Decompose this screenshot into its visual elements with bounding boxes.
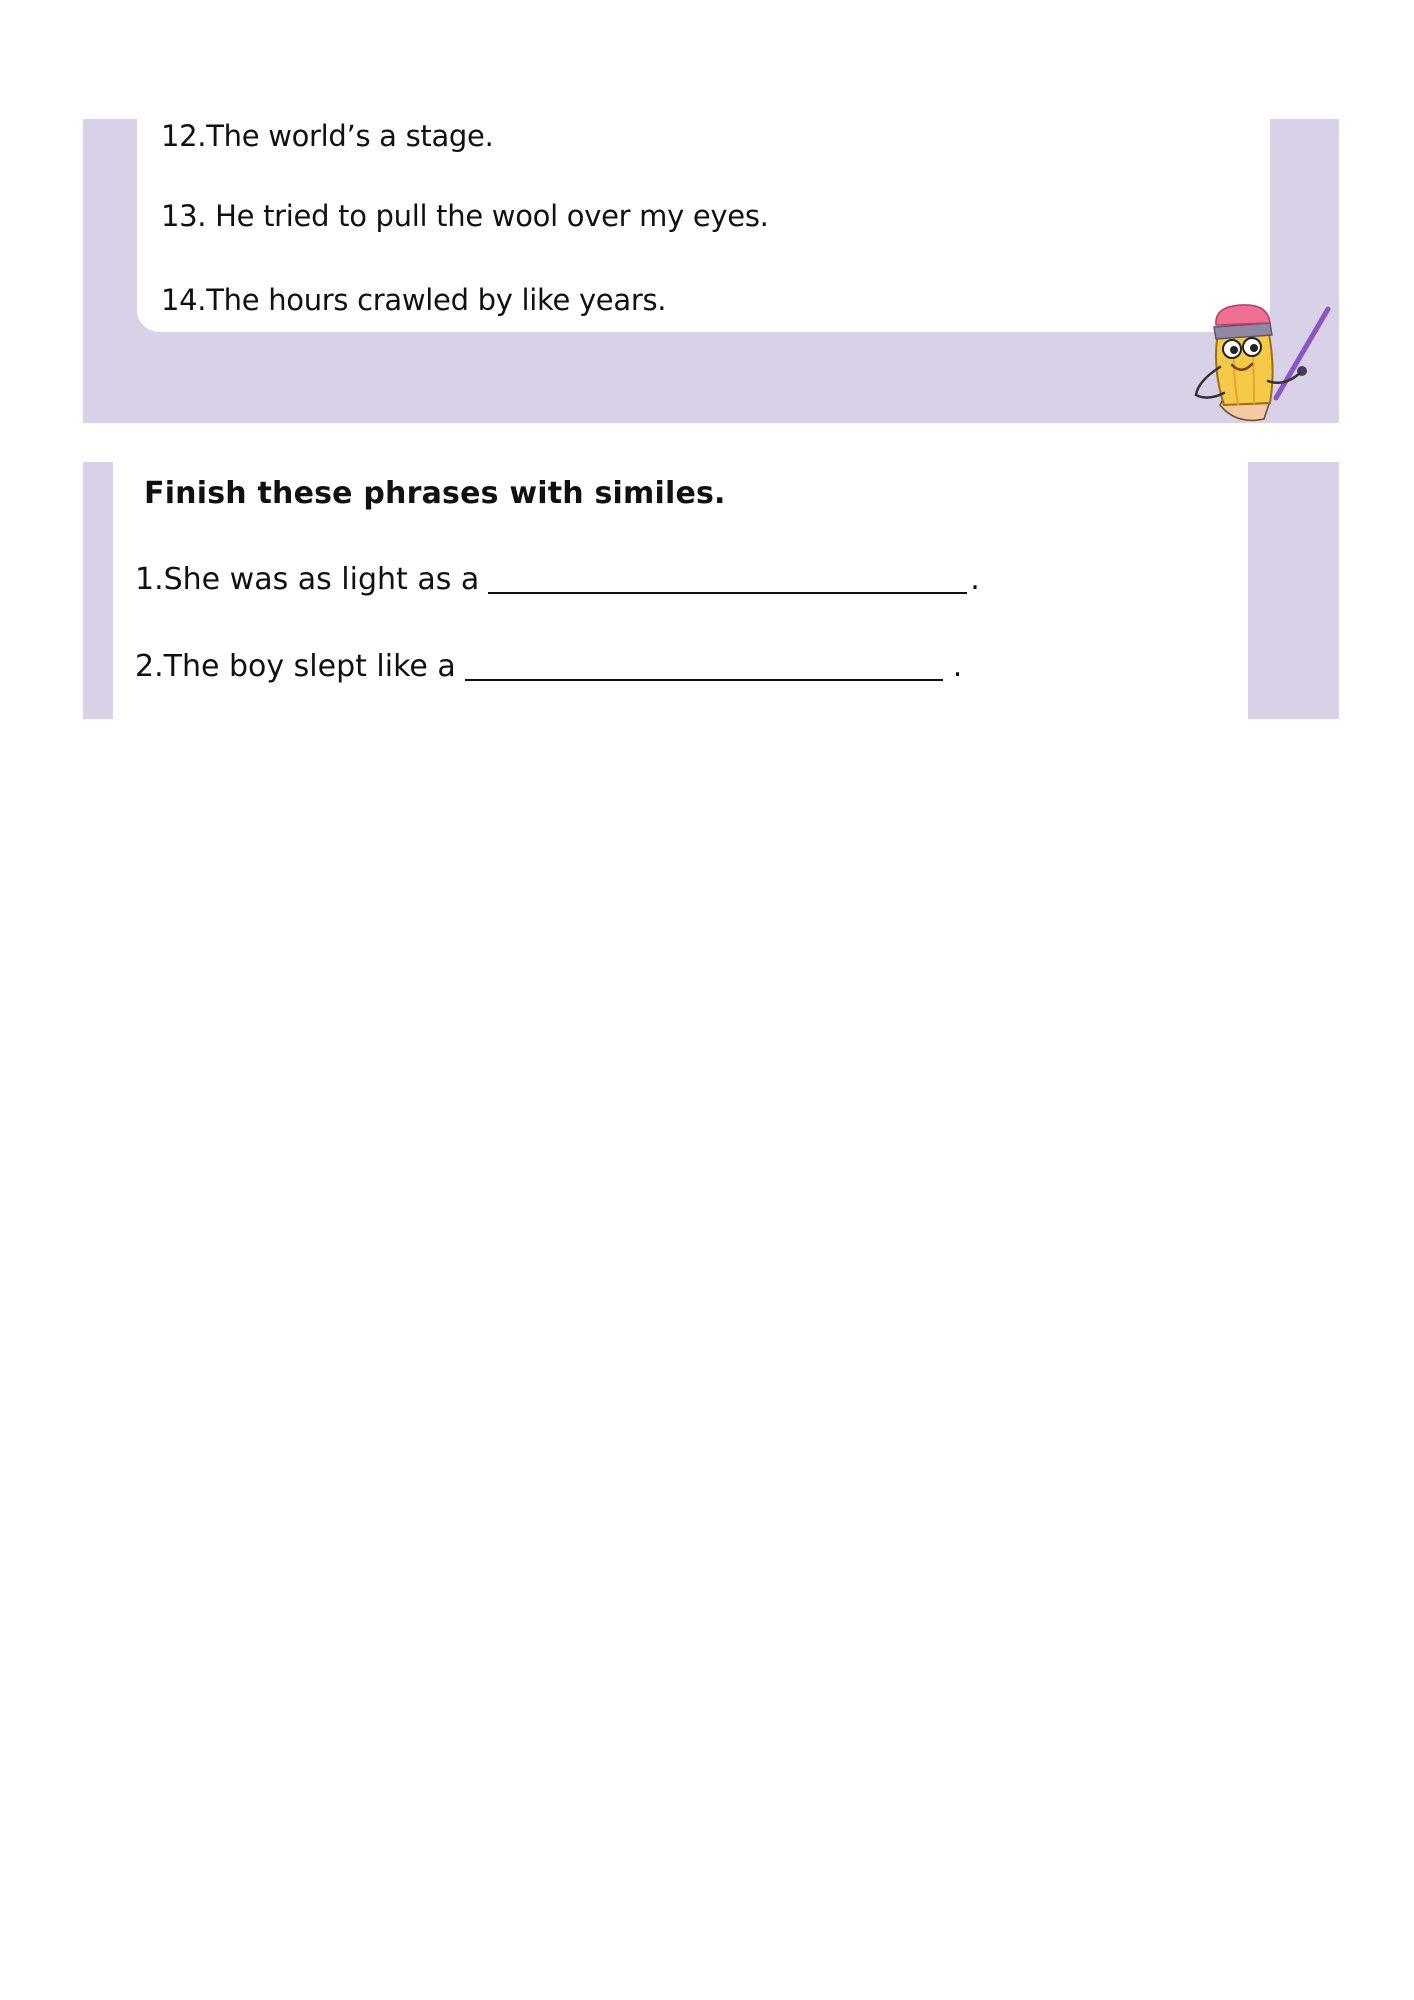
list-item [161,283,666,317]
question-prompt: The boy slept like a [163,649,456,684]
item-text: The hours crawled by like years. [206,283,667,317]
question-number: 1. [135,562,164,597]
pencil-mascot-with-pointer-icon [1184,297,1334,427]
question-end: . [970,562,980,597]
section-title: Finish these phrases with similes. [144,476,726,511]
fill-in-question [135,649,962,685]
top-section-frame [83,119,1339,423]
answer-blank[interactable] [488,564,967,594]
similes-section-card [113,462,1248,719]
question-number: 2. [135,649,164,684]
question-prompt: She was as light as a [163,562,480,597]
question-end: . [952,649,963,684]
similes-section-frame [83,462,1339,719]
item-number: 14. [161,283,207,317]
list-item [161,119,494,153]
item-text: He tried to pull the wool over my eyes. [215,199,769,233]
list-item [161,199,769,233]
top-section-card [137,119,1270,332]
item-number: 13. [161,199,216,233]
item-number: 12. [161,119,207,153]
fill-in-question [135,562,980,598]
answer-blank[interactable] [465,651,943,681]
item-text: The world’s a stage. [206,119,494,153]
